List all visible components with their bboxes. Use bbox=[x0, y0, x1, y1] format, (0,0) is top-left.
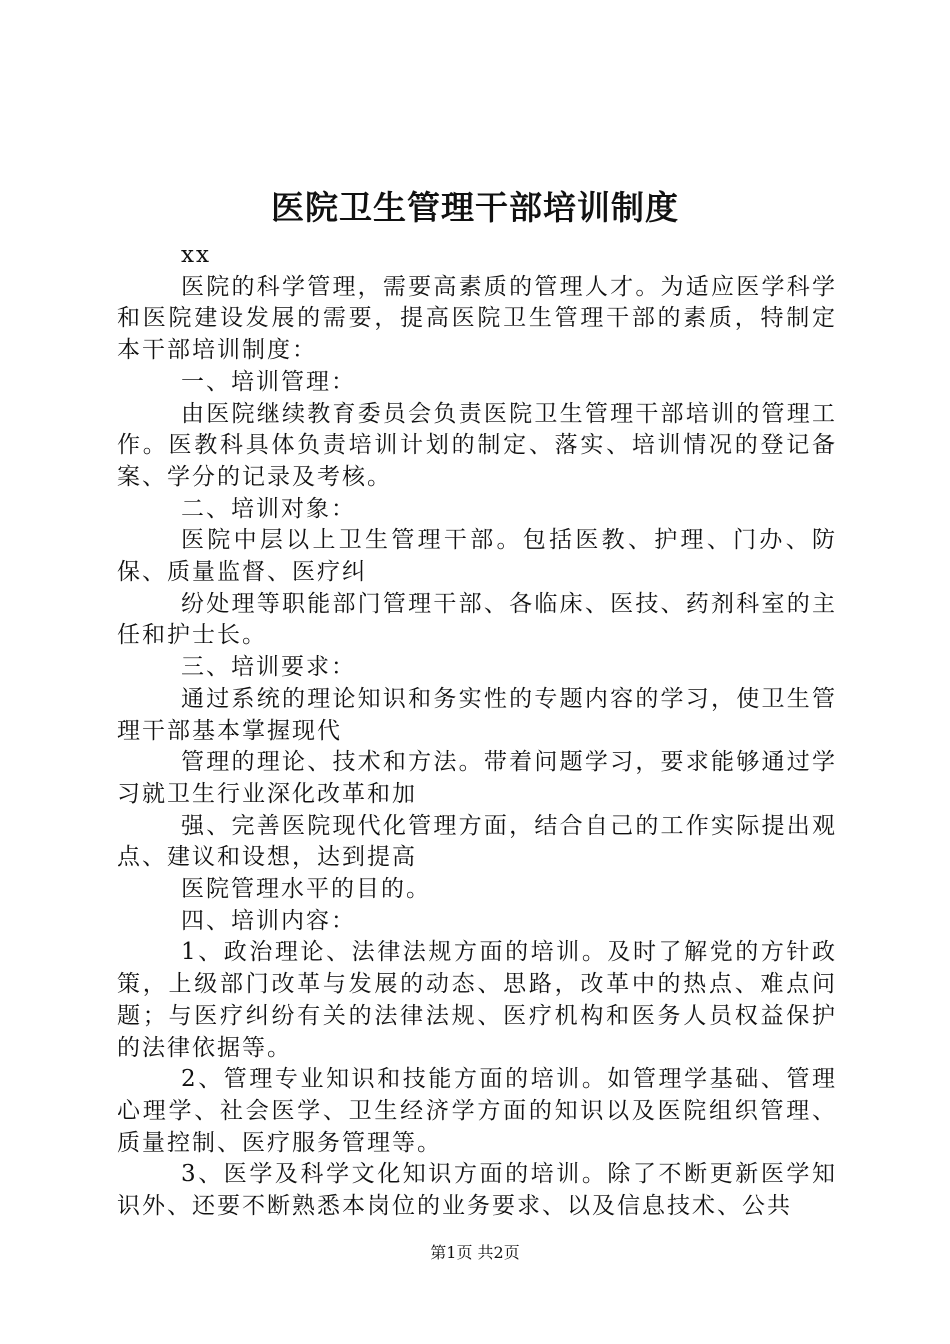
section-heading-targets: 二、培训对象： bbox=[181, 495, 356, 522]
paragraph-content-2: 2、管理专业知识和技能方面的培训。如管理学基础、管理心理学、社会医学、卫生经济学方面的知识以及医院组织管理、质量控制、医疗服务管理等。 bbox=[117, 1066, 837, 1156]
paragraph-requirements-4: 医院管理水平的目的。 bbox=[181, 876, 431, 903]
paragraph-content-3: 3、医学及科学文化知识方面的培训。除了不断更新医学知识外、还要不断熟悉本岗位的业务要求、以及信息技术、公共 bbox=[117, 1161, 837, 1220]
section-heading-content: 四、培训内容： bbox=[181, 907, 356, 934]
section-heading-requirements: 三、培训要求： bbox=[181, 654, 356, 681]
paragraph-requirements-2: 管理的理论、技术和方法。带着问题学习，要求能够通过学习就卫生行业深化改革和加 bbox=[117, 749, 837, 807]
page-indicator: 第1页 共2页 bbox=[430, 1243, 520, 1262]
paragraph-targets-1: 医院中层以上卫生管理干部。包括医教、护理、门办、防保、质量监督、医疗纠 bbox=[117, 527, 837, 586]
author-line: xx bbox=[181, 242, 211, 268]
intro-paragraph: 医院的科学管理，需要高素质的管理人才。为适应医学科学和医院建设发展的需要，提高医院卫生管理干部的素质，特制定本干部培训制度： bbox=[117, 273, 837, 364]
paragraph-targets-2: 纷处理等职能部门管理干部、各临床、医技、药剂科室的主任和护士长。 bbox=[117, 590, 837, 649]
paragraph-content-1: 1、政治理论、法律法规方面的培训。及时了解党的方针政策，上级部门改革与发展的动态、思路，改革中的热点、难点问题；与医疗纠纷有关的法律法规、医疗机构和医务人员权益保护的法律依据等。 bbox=[117, 939, 837, 1061]
paragraph-requirements-3: 强、完善医院现代化管理方面，结合自己的工作实际提出观点、建议和设想，达到提高 bbox=[117, 812, 837, 871]
paragraph-requirements-1: 通过系统的理论知识和务实性的专题内容的学习，使卫生管理干部基本掌握现代 bbox=[117, 685, 837, 744]
section-heading-management: 一、培训管理： bbox=[181, 368, 356, 395]
document-title: 医院卫生管理干部培训制度 bbox=[271, 188, 679, 227]
document-body bbox=[117, 240, 837, 1223]
paragraph-management: 由医院继续教育委员会负责医院卫生管理干部培训的管理工作。医教科具体负责培训计划的制定、落实、培训情况的登记备案、学分的记录及考核。 bbox=[117, 400, 837, 490]
